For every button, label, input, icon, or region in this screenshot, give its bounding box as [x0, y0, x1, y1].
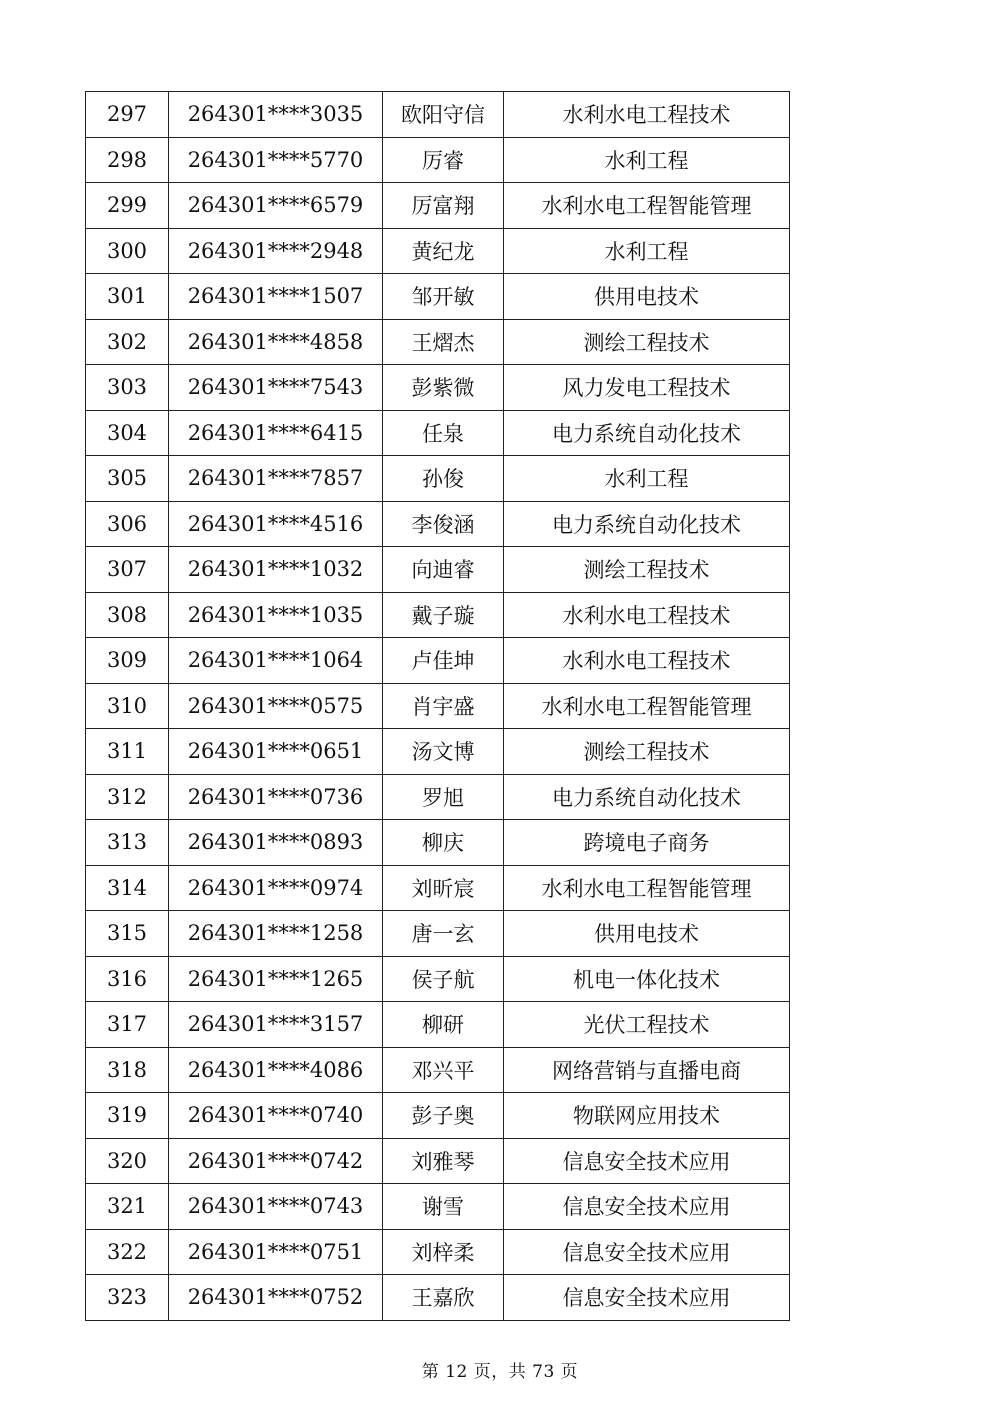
row-number-cell: 308	[86, 592, 169, 638]
table-row	[86, 683, 790, 729]
major-cell: 水利水电工程智能管理	[504, 183, 790, 229]
row-number-cell: 316	[86, 956, 169, 1002]
major-cell: 测绘工程技术	[504, 547, 790, 593]
table-row	[86, 820, 790, 866]
student-name-cell: 汤文博	[383, 729, 504, 775]
major-cell: 信息安全技术应用	[504, 1229, 790, 1275]
major-cell: 风力发电工程技术	[504, 365, 790, 411]
student-name-cell: 黄纪龙	[383, 228, 504, 274]
id-number-cell: 264301****5770	[169, 137, 383, 183]
student-name-cell: 刘昕宸	[383, 865, 504, 911]
major-cell: 供用电技术	[504, 911, 790, 957]
table-row	[86, 911, 790, 957]
student-name-cell: 王熠杰	[383, 319, 504, 365]
major-cell: 水利工程	[504, 137, 790, 183]
major-cell: 水利水电工程智能管理	[504, 683, 790, 729]
id-number-cell: 264301****1507	[169, 274, 383, 320]
student-name-cell: 柳庆	[383, 820, 504, 866]
id-number-cell: 264301****1032	[169, 547, 383, 593]
table-row	[86, 228, 790, 274]
id-number-cell: 264301****3157	[169, 1002, 383, 1048]
id-number-cell: 264301****0752	[169, 1275, 383, 1321]
student-name-cell: 厉富翔	[383, 183, 504, 229]
id-number-cell: 264301****4086	[169, 1047, 383, 1093]
row-number-cell: 317	[86, 1002, 169, 1048]
id-number-cell: 264301****6415	[169, 410, 383, 456]
table-row	[86, 1047, 790, 1093]
major-cell: 水利水电工程智能管理	[504, 865, 790, 911]
student-name-cell: 罗旭	[383, 774, 504, 820]
table-row	[86, 638, 790, 684]
row-number-cell: 303	[86, 365, 169, 411]
table-row	[86, 1184, 790, 1230]
id-number-cell: 264301****0974	[169, 865, 383, 911]
major-cell: 水利工程	[504, 228, 790, 274]
table-row	[86, 410, 790, 456]
row-number-cell: 318	[86, 1047, 169, 1093]
row-number-cell: 307	[86, 547, 169, 593]
row-number-cell: 321	[86, 1184, 169, 1230]
id-number-cell: 264301****0751	[169, 1229, 383, 1275]
table-row	[86, 729, 790, 775]
row-number-cell: 320	[86, 1138, 169, 1184]
id-number-cell: 264301****3035	[169, 92, 383, 138]
major-cell: 跨境电子商务	[504, 820, 790, 866]
major-cell: 水利水电工程技术	[504, 638, 790, 684]
id-number-cell: 264301****1265	[169, 956, 383, 1002]
major-cell: 信息安全技术应用	[504, 1184, 790, 1230]
id-number-cell: 264301****6579	[169, 183, 383, 229]
table-row	[86, 456, 790, 502]
major-cell: 信息安全技术应用	[504, 1138, 790, 1184]
table-row	[86, 1275, 790, 1321]
student-name-cell: 李俊涵	[383, 501, 504, 547]
table-row	[86, 274, 790, 320]
table-row	[86, 365, 790, 411]
major-cell: 电力系统自动化技术	[504, 774, 790, 820]
id-number-cell: 264301****2948	[169, 228, 383, 274]
major-cell: 水利水电工程技术	[504, 592, 790, 638]
major-cell: 信息安全技术应用	[504, 1275, 790, 1321]
student-name-cell: 刘梓柔	[383, 1229, 504, 1275]
table-row	[86, 1229, 790, 1275]
row-number-cell: 313	[86, 820, 169, 866]
student-name-cell: 戴子璇	[383, 592, 504, 638]
row-number-cell: 298	[86, 137, 169, 183]
major-cell: 机电一体化技术	[504, 956, 790, 1002]
id-number-cell: 264301****1035	[169, 592, 383, 638]
table-row	[86, 774, 790, 820]
student-name-cell: 谢雪	[383, 1184, 504, 1230]
table-row	[86, 865, 790, 911]
table-row	[86, 137, 790, 183]
id-number-cell: 264301****0575	[169, 683, 383, 729]
student-name-cell: 向迪睿	[383, 547, 504, 593]
major-cell: 物联网应用技术	[504, 1093, 790, 1139]
row-number-cell: 322	[86, 1229, 169, 1275]
student-name-cell: 邓兴平	[383, 1047, 504, 1093]
major-cell: 光伏工程技术	[504, 1002, 790, 1048]
row-number-cell: 304	[86, 410, 169, 456]
page-number-footer: 第 12 页，共 73 页	[421, 1362, 579, 1382]
table-row	[86, 319, 790, 365]
major-cell: 网络营销与直播电商	[504, 1047, 790, 1093]
row-number-cell: 310	[86, 683, 169, 729]
row-number-cell: 302	[86, 319, 169, 365]
table-row	[86, 92, 790, 138]
id-number-cell: 264301****0742	[169, 1138, 383, 1184]
row-number-cell: 301	[86, 274, 169, 320]
student-name-cell: 彭子奥	[383, 1093, 504, 1139]
major-cell: 测绘工程技术	[504, 319, 790, 365]
student-name-cell: 肖宇盛	[383, 683, 504, 729]
row-number-cell: 314	[86, 865, 169, 911]
major-cell: 水利工程	[504, 456, 790, 502]
major-cell: 供用电技术	[504, 274, 790, 320]
student-name-cell: 孙俊	[383, 456, 504, 502]
row-number-cell: 311	[86, 729, 169, 775]
id-number-cell: 264301****0893	[169, 820, 383, 866]
row-number-cell: 305	[86, 456, 169, 502]
row-number-cell: 300	[86, 228, 169, 274]
major-cell: 电力系统自动化技术	[504, 410, 790, 456]
student-name-cell: 厉睿	[383, 137, 504, 183]
student-name-cell: 欧阳守信	[383, 92, 504, 138]
id-number-cell: 264301****1064	[169, 638, 383, 684]
table-row	[86, 501, 790, 547]
student-name-cell: 邹开敏	[383, 274, 504, 320]
major-cell: 水利水电工程技术	[504, 92, 790, 138]
student-name-cell: 柳研	[383, 1002, 504, 1048]
student-name-cell: 唐一玄	[383, 911, 504, 957]
student-name-cell: 侯子航	[383, 956, 504, 1002]
major-cell: 电力系统自动化技术	[504, 501, 790, 547]
row-number-cell: 297	[86, 92, 169, 138]
student-name-cell: 卢佳坤	[383, 638, 504, 684]
row-number-cell: 299	[86, 183, 169, 229]
id-number-cell: 264301****7857	[169, 456, 383, 502]
student-name-cell: 刘雅琴	[383, 1138, 504, 1184]
table-row	[86, 956, 790, 1002]
row-number-cell: 319	[86, 1093, 169, 1139]
id-number-cell: 264301****7543	[169, 365, 383, 411]
roster-table-body	[86, 92, 790, 1321]
student-name-cell: 彭紫微	[383, 365, 504, 411]
id-number-cell: 264301****0740	[169, 1093, 383, 1139]
id-number-cell: 264301****4516	[169, 501, 383, 547]
id-number-cell: 264301****1258	[169, 911, 383, 957]
table-row	[86, 1138, 790, 1184]
student-name-cell: 任泉	[383, 410, 504, 456]
id-number-cell: 264301****0743	[169, 1184, 383, 1230]
id-number-cell: 264301****0651	[169, 729, 383, 775]
table-row	[86, 1002, 790, 1048]
row-number-cell: 323	[86, 1275, 169, 1321]
table-row	[86, 547, 790, 593]
student-name-cell: 王嘉欣	[383, 1275, 504, 1321]
table-row	[86, 183, 790, 229]
roster-table	[85, 91, 790, 1321]
row-number-cell: 309	[86, 638, 169, 684]
id-number-cell: 264301****0736	[169, 774, 383, 820]
row-number-cell: 312	[86, 774, 169, 820]
table-row	[86, 1093, 790, 1139]
id-number-cell: 264301****4858	[169, 319, 383, 365]
row-number-cell: 315	[86, 911, 169, 957]
major-cell: 测绘工程技术	[504, 729, 790, 775]
row-number-cell: 306	[86, 501, 169, 547]
table-row	[86, 592, 790, 638]
